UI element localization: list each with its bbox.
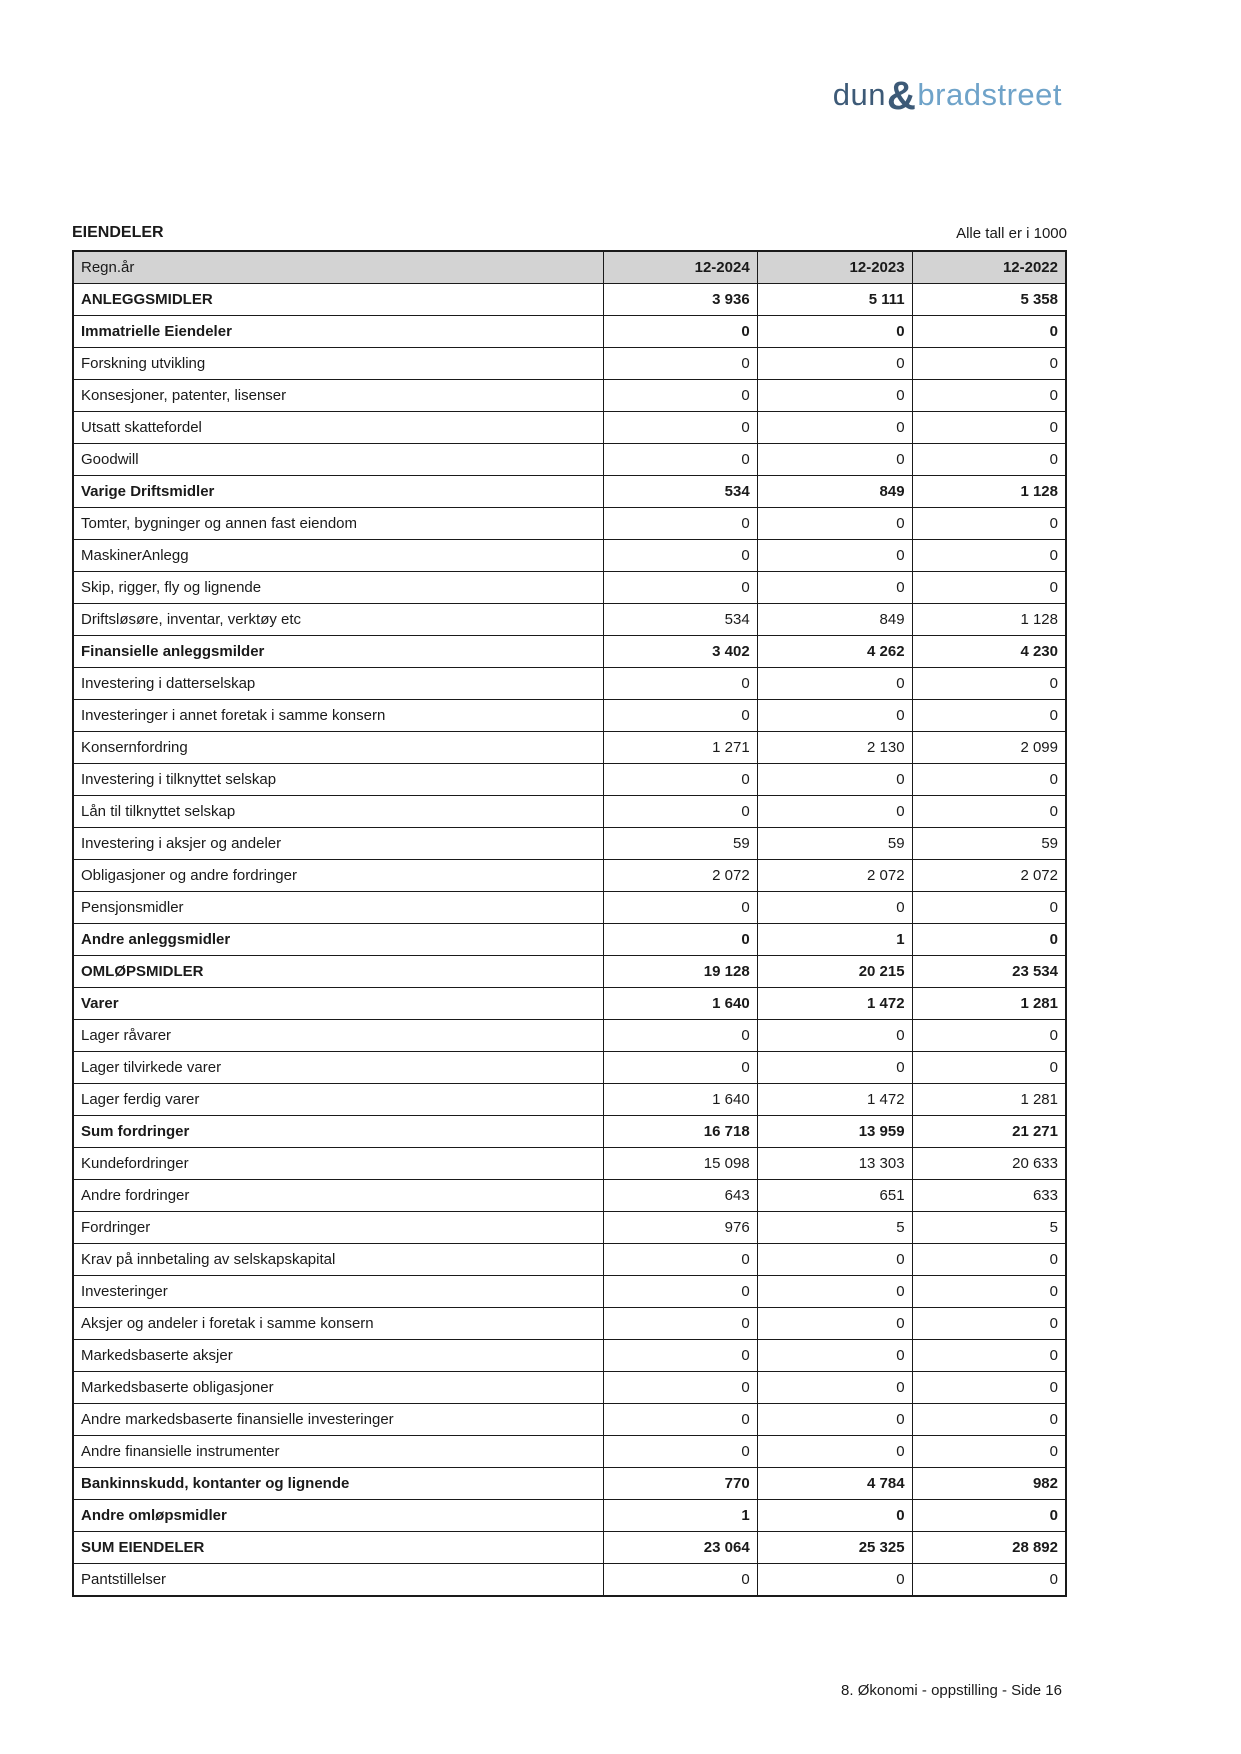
row-value: 0 [912,572,1066,604]
table-row [73,668,1066,700]
row-value: 0 [603,1372,757,1404]
table-row [73,476,1066,508]
row-value: 1 640 [603,1084,757,1116]
row-value: 0 [603,1564,757,1597]
row-value: 0 [912,1020,1066,1052]
row-value: 59 [912,828,1066,860]
row-value: 0 [757,572,912,604]
row-label: Andre markedsbaserte finansielle investeringer [73,1404,603,1436]
row-value: 1 128 [912,604,1066,636]
row-value: 0 [757,796,912,828]
row-value: 28 892 [912,1532,1066,1564]
row-value: 1 281 [912,988,1066,1020]
table-row [73,796,1066,828]
row-value: 0 [757,1500,912,1532]
table-row [73,1340,1066,1372]
table-row [73,764,1066,796]
row-value: 0 [603,380,757,412]
table-row [73,412,1066,444]
row-value: 1 472 [757,988,912,1020]
row-label: Driftsløsøre, inventar, verktøy etc [73,604,603,636]
row-value: 0 [603,892,757,924]
row-value: 0 [603,572,757,604]
row-value: 0 [757,668,912,700]
row-value: 2 130 [757,732,912,764]
row-label: Konsesjoner, patenter, lisenser [73,380,603,412]
row-label: SUM EIENDELER [73,1532,603,1564]
column-header-12-2024: 12-2024 [603,251,757,284]
row-value: 0 [603,1436,757,1468]
row-label: Tomter, bygninger og annen fast eiendom [73,508,603,540]
row-value: 0 [757,1244,912,1276]
row-value: 0 [603,700,757,732]
row-value: 20 215 [757,956,912,988]
row-value: 2 072 [912,860,1066,892]
row-label: Kundefordringer [73,1148,603,1180]
row-label: ANLEGGSMIDLER [73,284,603,316]
row-value: 0 [757,412,912,444]
row-label: Lager ferdig varer [73,1084,603,1116]
row-value: 0 [757,1436,912,1468]
report-content [72,224,1067,1597]
row-label: Sum fordringer [73,1116,603,1148]
table-row [73,892,1066,924]
page-footer: 8. Økonomi - oppstilling - Side 16 [841,1682,1062,1699]
row-value: 0 [603,1404,757,1436]
table-row [73,1148,1066,1180]
column-header-12-2023: 12-2023 [757,251,912,284]
row-value: 643 [603,1180,757,1212]
row-value: 0 [912,412,1066,444]
table-row [73,284,1066,316]
table-row [73,348,1066,380]
table-row [73,1564,1066,1597]
row-value: 0 [757,540,912,572]
row-value: 5 [757,1212,912,1244]
table-row [73,828,1066,860]
logo-ampersand-icon: & [887,74,917,118]
row-value: 0 [757,508,912,540]
row-value: 0 [757,892,912,924]
row-label: Fordringer [73,1212,603,1244]
row-value: 0 [757,1308,912,1340]
row-value: 2 072 [603,860,757,892]
row-value: 0 [912,540,1066,572]
row-label: Lager tilvirkede varer [73,1052,603,1084]
row-value: 0 [757,764,912,796]
row-value: 0 [757,348,912,380]
row-value: 976 [603,1212,757,1244]
row-label: Andre fordringer [73,1180,603,1212]
row-value: 0 [912,892,1066,924]
column-header-12-2022: 12-2022 [912,251,1066,284]
row-value: 5 358 [912,284,1066,316]
table-row [73,1308,1066,1340]
row-label: Investering i aksjer og andeler [73,828,603,860]
row-value: 4 230 [912,636,1066,668]
row-value: 0 [912,1340,1066,1372]
row-value: 0 [603,348,757,380]
row-value: 59 [757,828,912,860]
row-label: Lager råvarer [73,1020,603,1052]
row-value: 0 [757,700,912,732]
row-value: 15 098 [603,1148,757,1180]
row-value: 0 [603,1020,757,1052]
page-title: EIENDELER [72,224,164,241]
row-value: 0 [912,668,1066,700]
table-row [73,732,1066,764]
table-row [73,1020,1066,1052]
table-row [73,924,1066,956]
row-value: 1 271 [603,732,757,764]
row-value: 0 [912,1404,1066,1436]
row-value: 0 [912,1276,1066,1308]
row-value: 0 [603,540,757,572]
row-value: 0 [912,1372,1066,1404]
row-value: 1 [603,1500,757,1532]
row-label: Andre omløpsmidler [73,1500,603,1532]
table-row [73,1180,1066,1212]
row-value: 0 [603,508,757,540]
table-row [73,1084,1066,1116]
row-value: 0 [912,796,1066,828]
row-value: 0 [603,924,757,956]
table-row [73,1244,1066,1276]
row-value: 0 [757,1276,912,1308]
row-value: 2 099 [912,732,1066,764]
row-label: Skip, rigger, fly og lignende [73,572,603,604]
row-value: 16 718 [603,1116,757,1148]
row-label: Goodwill [73,444,603,476]
table-row [73,1468,1066,1500]
row-value: 0 [757,1564,912,1597]
row-value: 0 [912,316,1066,348]
dun-bradstreet-logo [833,76,1062,116]
table-row [73,444,1066,476]
row-value: 1 [757,924,912,956]
row-label: Markedsbaserte aksjer [73,1340,603,1372]
row-value: 0 [912,1052,1066,1084]
logo-text-dun: dun [832,77,887,112]
row-value: 25 325 [757,1532,912,1564]
row-value: 0 [603,1340,757,1372]
row-label: Andre anleggsmidler [73,924,603,956]
row-value: 0 [912,764,1066,796]
table-row [73,604,1066,636]
row-label: Varer [73,988,603,1020]
row-label: Krav på innbetaling av selskapskapital [73,1244,603,1276]
row-value: 633 [912,1180,1066,1212]
row-value: 0 [757,1020,912,1052]
table-row [73,860,1066,892]
row-label: MaskinerAnlegg [73,540,603,572]
row-value: 4 784 [757,1468,912,1500]
row-value: 20 633 [912,1148,1066,1180]
table-row [73,572,1066,604]
row-value: 0 [603,444,757,476]
table-row [73,956,1066,988]
row-value: 0 [603,1308,757,1340]
row-value: 3 402 [603,636,757,668]
row-value: 770 [603,1468,757,1500]
row-value: 0 [603,316,757,348]
row-label: Investering i tilknyttet selskap [73,764,603,796]
row-value: 1 281 [912,1084,1066,1116]
row-value: 849 [757,476,912,508]
row-value: 0 [757,1340,912,1372]
table-row [73,1500,1066,1532]
row-value: 0 [912,1500,1066,1532]
row-label: Finansielle anleggsmilder [73,636,603,668]
row-value: 0 [603,412,757,444]
row-label: Investeringer [73,1276,603,1308]
row-value: 0 [603,764,757,796]
row-value: 1 472 [757,1084,912,1116]
row-label: Andre finansielle instrumenter [73,1436,603,1468]
table-caption-row [72,224,1067,242]
row-label: Obligasjoner og andre fordringer [73,860,603,892]
table-header-row [73,251,1066,284]
row-value: 21 271 [912,1116,1066,1148]
row-value: 0 [912,1564,1066,1597]
table-row [73,988,1066,1020]
row-value: 0 [757,1404,912,1436]
table-row [73,1436,1066,1468]
row-label: Konsernfordring [73,732,603,764]
row-value: 0 [912,348,1066,380]
row-value: 0 [912,700,1066,732]
row-value: 23 534 [912,956,1066,988]
table-row [73,316,1066,348]
row-value: 0 [757,380,912,412]
row-value: 13 303 [757,1148,912,1180]
row-value: 19 128 [603,956,757,988]
table-row [73,1404,1066,1436]
row-label: OMLØPSMIDLER [73,956,603,988]
row-value: 0 [912,1308,1066,1340]
row-value: 59 [603,828,757,860]
row-label: Pensjonsmidler [73,892,603,924]
row-label: Varige Driftsmidler [73,476,603,508]
row-value: 0 [757,444,912,476]
row-value: 0 [757,1052,912,1084]
row-label: Pantstillelser [73,1564,603,1597]
table-row [73,636,1066,668]
row-value: 23 064 [603,1532,757,1564]
table-row [73,1052,1066,1084]
row-value: 534 [603,476,757,508]
row-label: Utsatt skattefordel [73,412,603,444]
row-value: 2 072 [757,860,912,892]
row-value: 0 [757,316,912,348]
row-value: 1 640 [603,988,757,1020]
row-value: 0 [912,508,1066,540]
table-row [73,508,1066,540]
balance-sheet-table [72,250,1067,1597]
table-row [73,1276,1066,1308]
row-value: 0 [912,444,1066,476]
row-value: 982 [912,1468,1066,1500]
row-value: 5 [912,1212,1066,1244]
row-value: 3 936 [603,284,757,316]
row-value: 0 [912,924,1066,956]
table-row [73,540,1066,572]
row-value: 0 [912,380,1066,412]
row-value: 651 [757,1180,912,1212]
row-value: 0 [603,796,757,828]
row-value: 0 [757,1372,912,1404]
logo-text-bradstreet: bradstreet [917,77,1062,112]
row-label: Investering i datterselskap [73,668,603,700]
row-label: Forskning utvikling [73,348,603,380]
row-value: 13 959 [757,1116,912,1148]
row-label: Aksjer og andeler i foretak i samme konsern [73,1308,603,1340]
row-value: 1 128 [912,476,1066,508]
row-value: 0 [603,1052,757,1084]
table-row [73,1532,1066,1564]
row-label: Markedsbaserte obligasjoner [73,1372,603,1404]
table-row [73,1116,1066,1148]
row-label: Immatrielle Eiendeler [73,316,603,348]
column-header-regnaar: Regn.år [73,251,603,284]
row-value: 849 [757,604,912,636]
row-value: 0 [912,1244,1066,1276]
row-label: Investeringer i annet foretak i samme konsern [73,700,603,732]
row-label: Lån til tilknyttet selskap [73,796,603,828]
row-value: 0 [603,668,757,700]
row-value: 0 [912,1436,1066,1468]
table-row [73,1212,1066,1244]
table-row [73,1372,1066,1404]
row-value: 534 [603,604,757,636]
units-note: Alle tall er i 1000 [956,225,1067,242]
row-value: 0 [603,1276,757,1308]
row-value: 4 262 [757,636,912,668]
row-value: 0 [603,1244,757,1276]
table-body [73,284,1066,1597]
row-value: 5 111 [757,284,912,316]
table-row [73,380,1066,412]
row-label: Bankinnskudd, kontanter og lignende [73,1468,603,1500]
table-row [73,700,1066,732]
